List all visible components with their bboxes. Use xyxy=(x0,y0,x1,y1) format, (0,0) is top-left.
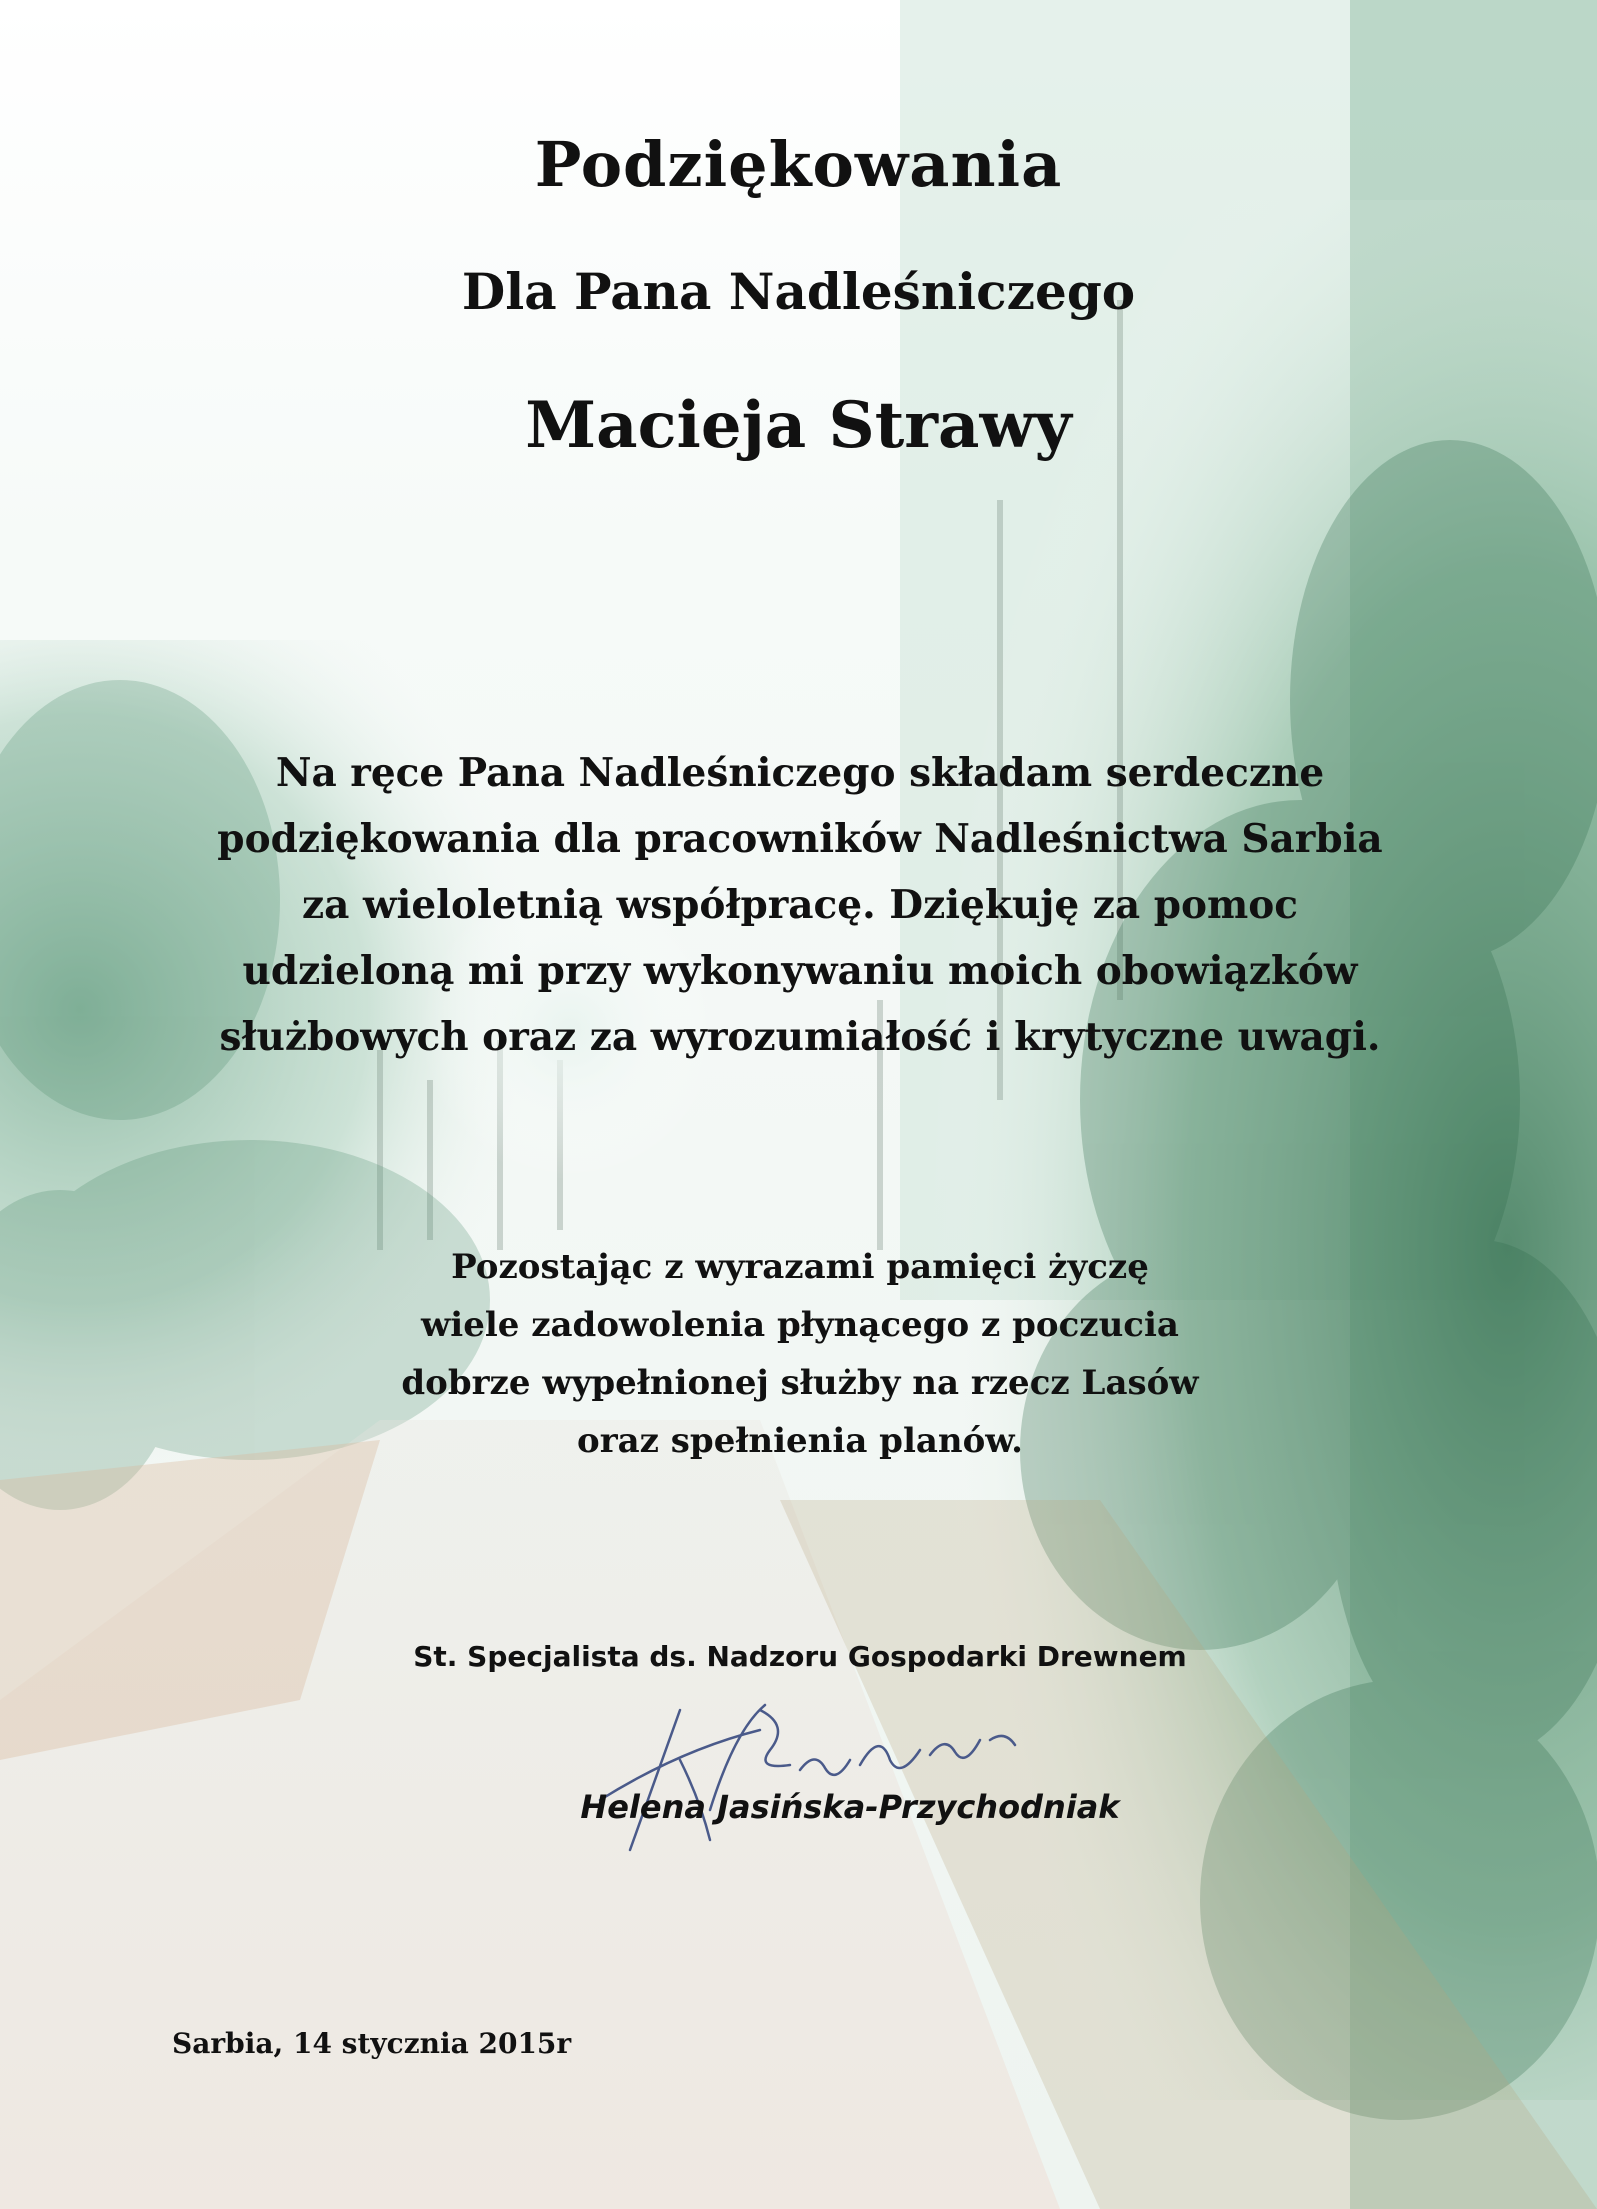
wish-line: wiele zadowolenia płynącego z poczucia xyxy=(421,1305,1179,1345)
body-paragraph xyxy=(150,740,1450,1070)
body-line: podziękowania dla pracowników Nadleśnictwa Sarbia xyxy=(217,816,1383,862)
document-subtitle: Dla Pana Nadleśniczego xyxy=(461,262,1136,321)
body-line: udzieloną mi przy wykonywaniu moich obowiązków xyxy=(242,948,1358,994)
recipient-name: Macieja Strawy xyxy=(525,388,1072,463)
signatory-role: St. Specjalista ds. Nadzoru Gospodarki Drewnem xyxy=(413,1640,1187,1673)
signatory-name: Helena Jasińska-Przychodniak xyxy=(580,1788,1120,1826)
wish-line: Pozostając z wyrazami pamięci życzę xyxy=(451,1247,1149,1287)
body-line: za wieloletnią współpracę. Dziękuję za pomoc xyxy=(301,882,1299,928)
place-and-date: Sarbia, 14 stycznia 2015r xyxy=(172,2027,572,2060)
document-title: Podziękowania xyxy=(534,128,1063,201)
wishes-paragraph xyxy=(300,1238,1300,1470)
wish-line: dobrze wypełnionej służby na rzecz Lasów xyxy=(401,1363,1199,1403)
wish-line: oraz spełnienia planów. xyxy=(577,1421,1023,1461)
body-line: służbowych oraz za wyrozumiałość i krytyczne uwagi. xyxy=(219,1014,1381,1060)
body-line: Na ręce Pana Nadleśniczego składam serdeczne xyxy=(275,750,1325,796)
handwritten-signature xyxy=(560,1690,1040,1860)
